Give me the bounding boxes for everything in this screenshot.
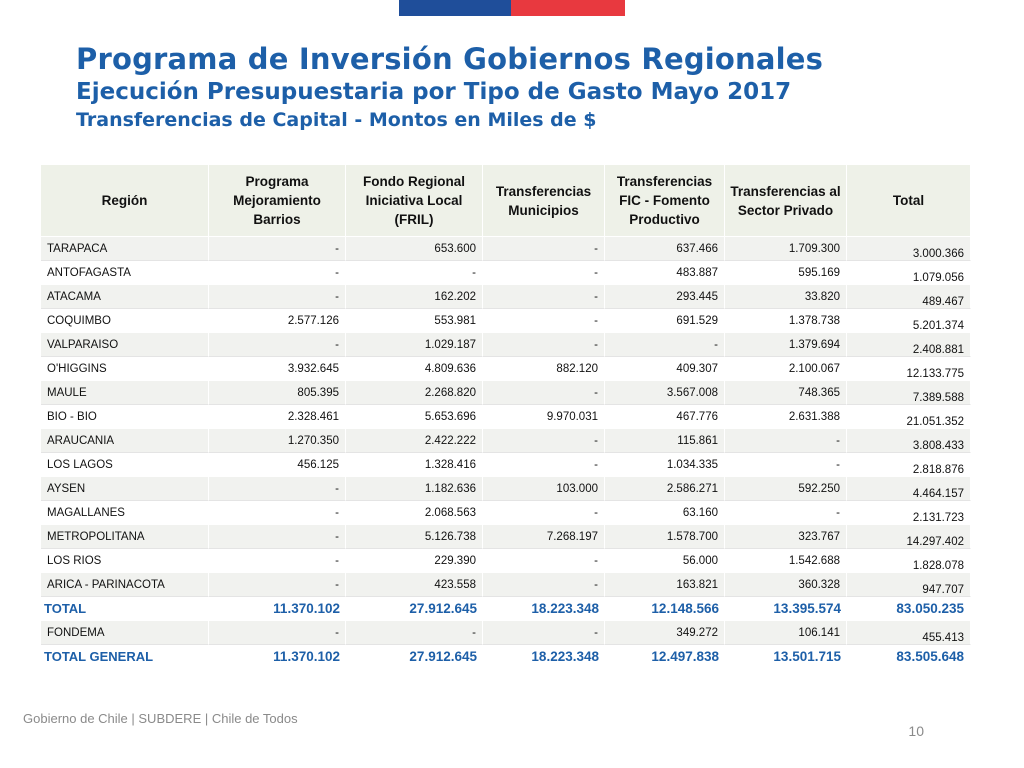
total-cell: 947.707: [847, 572, 971, 596]
amount-cell: 1.328.416: [346, 452, 483, 476]
amount-cell: -: [483, 428, 605, 452]
amount-cell: 5.126.738: [346, 524, 483, 548]
amount-cell: 33.820: [725, 284, 847, 308]
amount-cell: 748.365: [725, 380, 847, 404]
amount-cell: 27.912.645: [346, 596, 483, 620]
amount-cell: 2.068.563: [346, 500, 483, 524]
amount-cell: 2.328.461: [209, 404, 346, 428]
amount-cell: -: [209, 332, 346, 356]
total-cell: 5.201.374: [847, 308, 971, 332]
amount-cell: 18.223.348: [483, 596, 605, 620]
amount-cell: 553.981: [346, 308, 483, 332]
amount-cell: 11.370.102: [209, 644, 346, 668]
amount-cell: -: [483, 500, 605, 524]
header-total: Total: [847, 165, 971, 236]
region-cell: AYSEN: [41, 476, 209, 500]
amount-cell: -: [483, 452, 605, 476]
amount-cell: -: [209, 620, 346, 644]
total-cell: 12.133.775: [847, 356, 971, 380]
amount-cell: 3.567.008: [605, 380, 725, 404]
amount-cell: 63.160: [605, 500, 725, 524]
region-cell: METROPOLITANA: [41, 524, 209, 548]
header-barrios: Programa Mejoramiento Barrios: [209, 165, 346, 236]
total-cell: 3.000.366: [847, 236, 971, 260]
region-cell: BIO - BIO: [41, 404, 209, 428]
amount-cell: 2.586.271: [605, 476, 725, 500]
region-cell: MAGALLANES: [41, 500, 209, 524]
amount-cell: 2.577.126: [209, 308, 346, 332]
region-cell: ANTOFAGASTA: [41, 260, 209, 284]
amount-cell: 4.809.636: [346, 356, 483, 380]
amount-cell: 637.466: [605, 236, 725, 260]
amount-cell: 13.501.715: [725, 644, 847, 668]
amount-cell: 467.776: [605, 404, 725, 428]
table-row: [41, 476, 971, 500]
header-region: Región: [41, 165, 209, 236]
total-cell: 21.051.352: [847, 404, 971, 428]
amount-cell: 1.542.688: [725, 548, 847, 572]
amount-cell: 323.767: [725, 524, 847, 548]
table-row: [41, 284, 971, 308]
amount-cell: 12.148.566: [605, 596, 725, 620]
amount-cell: -: [483, 236, 605, 260]
amount-cell: -: [209, 284, 346, 308]
amount-cell: -: [209, 548, 346, 572]
slide-subtitle-2: Transferencias de Capital - Montos en Miles de $: [76, 109, 597, 131]
amount-cell: 115.861: [605, 428, 725, 452]
region-cell: O'HIGGINS: [41, 356, 209, 380]
total-cell: 4.464.157: [847, 476, 971, 500]
amount-cell: -: [483, 284, 605, 308]
total-cell: 3.808.433: [847, 428, 971, 452]
amount-cell: -: [209, 476, 346, 500]
table-row: [41, 428, 971, 452]
table-row: [41, 380, 971, 404]
table-row: [41, 500, 971, 524]
amount-cell: -: [725, 500, 847, 524]
amount-cell: 56.000: [605, 548, 725, 572]
amount-cell: 1.578.700: [605, 524, 725, 548]
table-row: [41, 356, 971, 380]
amount-cell: 2.422.222: [346, 428, 483, 452]
table-row: [41, 524, 971, 548]
amount-cell: 409.307: [605, 356, 725, 380]
region-cell: TOTAL GENERAL: [41, 644, 209, 668]
region-cell: TARAPACA: [41, 236, 209, 260]
table-summary-row: [41, 644, 971, 668]
total-cell: 1.079.056: [847, 260, 971, 284]
total-cell: 7.389.588: [847, 380, 971, 404]
budget-table: [41, 165, 971, 668]
flag-stripe-red: [511, 0, 625, 16]
amount-cell: 7.268.197: [483, 524, 605, 548]
table-summary-row: [41, 596, 971, 620]
amount-cell: 1.709.300: [725, 236, 847, 260]
amount-cell: 592.250: [725, 476, 847, 500]
table-row: [41, 572, 971, 596]
region-cell: ARAUCANIA: [41, 428, 209, 452]
region-cell: ARICA - PARINACOTA: [41, 572, 209, 596]
region-cell: VALPARAISO: [41, 332, 209, 356]
amount-cell: -: [483, 380, 605, 404]
flag-stripe-blue: [399, 0, 511, 16]
table-row: [41, 620, 971, 644]
amount-cell: -: [483, 308, 605, 332]
region-cell: FONDEMA: [41, 620, 209, 644]
amount-cell: 1.182.636: [346, 476, 483, 500]
amount-cell: 1.378.738: [725, 308, 847, 332]
header-municipios: Transferencias Municipios: [483, 165, 605, 236]
table-row: [41, 236, 971, 260]
amount-cell: 13.395.574: [725, 596, 847, 620]
amount-cell: -: [346, 620, 483, 644]
amount-cell: 1.029.187: [346, 332, 483, 356]
total-cell: 489.467: [847, 284, 971, 308]
total-cell: 14.297.402: [847, 524, 971, 548]
total-cell: 2.818.876: [847, 452, 971, 476]
amount-cell: 293.445: [605, 284, 725, 308]
amount-cell: -: [483, 548, 605, 572]
table-header-row: [41, 165, 971, 236]
footer-text: Gobierno de Chile | SUBDERE | Chile de Todos: [23, 711, 298, 726]
amount-cell: 1.270.350: [209, 428, 346, 452]
slide-title: Programa de Inversión Gobiernos Regionales: [76, 42, 824, 76]
table-row: [41, 308, 971, 332]
amount-cell: -: [725, 452, 847, 476]
amount-cell: 18.223.348: [483, 644, 605, 668]
amount-cell: 2.100.067: [725, 356, 847, 380]
header-fic: Transferencias FIC - Fomento Productivo: [605, 165, 725, 236]
slide-title-block: [76, 40, 1004, 134]
amount-cell: 360.328: [725, 572, 847, 596]
region-cell: ATACAMA: [41, 284, 209, 308]
amount-cell: 1.034.335: [605, 452, 725, 476]
amount-cell: 2.268.820: [346, 380, 483, 404]
amount-cell: -: [209, 524, 346, 548]
total-cell: 2.131.723: [847, 500, 971, 524]
amount-cell: -: [346, 260, 483, 284]
amount-cell: 163.821: [605, 572, 725, 596]
amount-cell: 456.125: [209, 452, 346, 476]
amount-cell: 162.202: [346, 284, 483, 308]
table-row: [41, 548, 971, 572]
amount-cell: 691.529: [605, 308, 725, 332]
table-row: [41, 332, 971, 356]
header-fril: Fondo Regional Iniciativa Local (FRIL): [346, 165, 483, 236]
amount-cell: -: [605, 332, 725, 356]
total-cell: 2.408.881: [847, 332, 971, 356]
amount-cell: 805.395: [209, 380, 346, 404]
total-cell: 83.050.235: [847, 596, 971, 620]
total-cell: 83.505.648: [847, 644, 971, 668]
region-cell: LOS LAGOS: [41, 452, 209, 476]
amount-cell: -: [483, 332, 605, 356]
amount-cell: 3.932.645: [209, 356, 346, 380]
amount-cell: -: [483, 260, 605, 284]
amount-cell: 229.390: [346, 548, 483, 572]
table-row: [41, 404, 971, 428]
header-privado: Transferencias al Sector Privado: [725, 165, 847, 236]
amount-cell: 12.497.838: [605, 644, 725, 668]
amount-cell: 106.141: [725, 620, 847, 644]
amount-cell: 5.653.696: [346, 404, 483, 428]
amount-cell: 595.169: [725, 260, 847, 284]
amount-cell: -: [725, 428, 847, 452]
amount-cell: 11.370.102: [209, 596, 346, 620]
amount-cell: -: [209, 500, 346, 524]
slide-subtitle: Ejecución Presupuestaria por Tipo de Gasto Mayo 2017: [76, 79, 792, 105]
amount-cell: 2.631.388: [725, 404, 847, 428]
region-cell: COQUIMBO: [41, 308, 209, 332]
amount-cell: 653.600: [346, 236, 483, 260]
total-cell: 1.828.078: [847, 548, 971, 572]
table-row: [41, 452, 971, 476]
amount-cell: 423.558: [346, 572, 483, 596]
amount-cell: 882.120: [483, 356, 605, 380]
amount-cell: -: [483, 572, 605, 596]
region-cell: MAULE: [41, 380, 209, 404]
amount-cell: 27.912.645: [346, 644, 483, 668]
total-cell: 455.413: [847, 620, 971, 644]
amount-cell: -: [209, 572, 346, 596]
page-number: 10: [908, 723, 924, 739]
amount-cell: -: [483, 620, 605, 644]
amount-cell: 349.272: [605, 620, 725, 644]
table-row: [41, 260, 971, 284]
region-cell: LOS RIOS: [41, 548, 209, 572]
amount-cell: -: [209, 260, 346, 284]
amount-cell: 483.887: [605, 260, 725, 284]
amount-cell: -: [209, 236, 346, 260]
amount-cell: 103.000: [483, 476, 605, 500]
region-cell: TOTAL: [41, 596, 209, 620]
amount-cell: 9.970.031: [483, 404, 605, 428]
amount-cell: 1.379.694: [725, 332, 847, 356]
